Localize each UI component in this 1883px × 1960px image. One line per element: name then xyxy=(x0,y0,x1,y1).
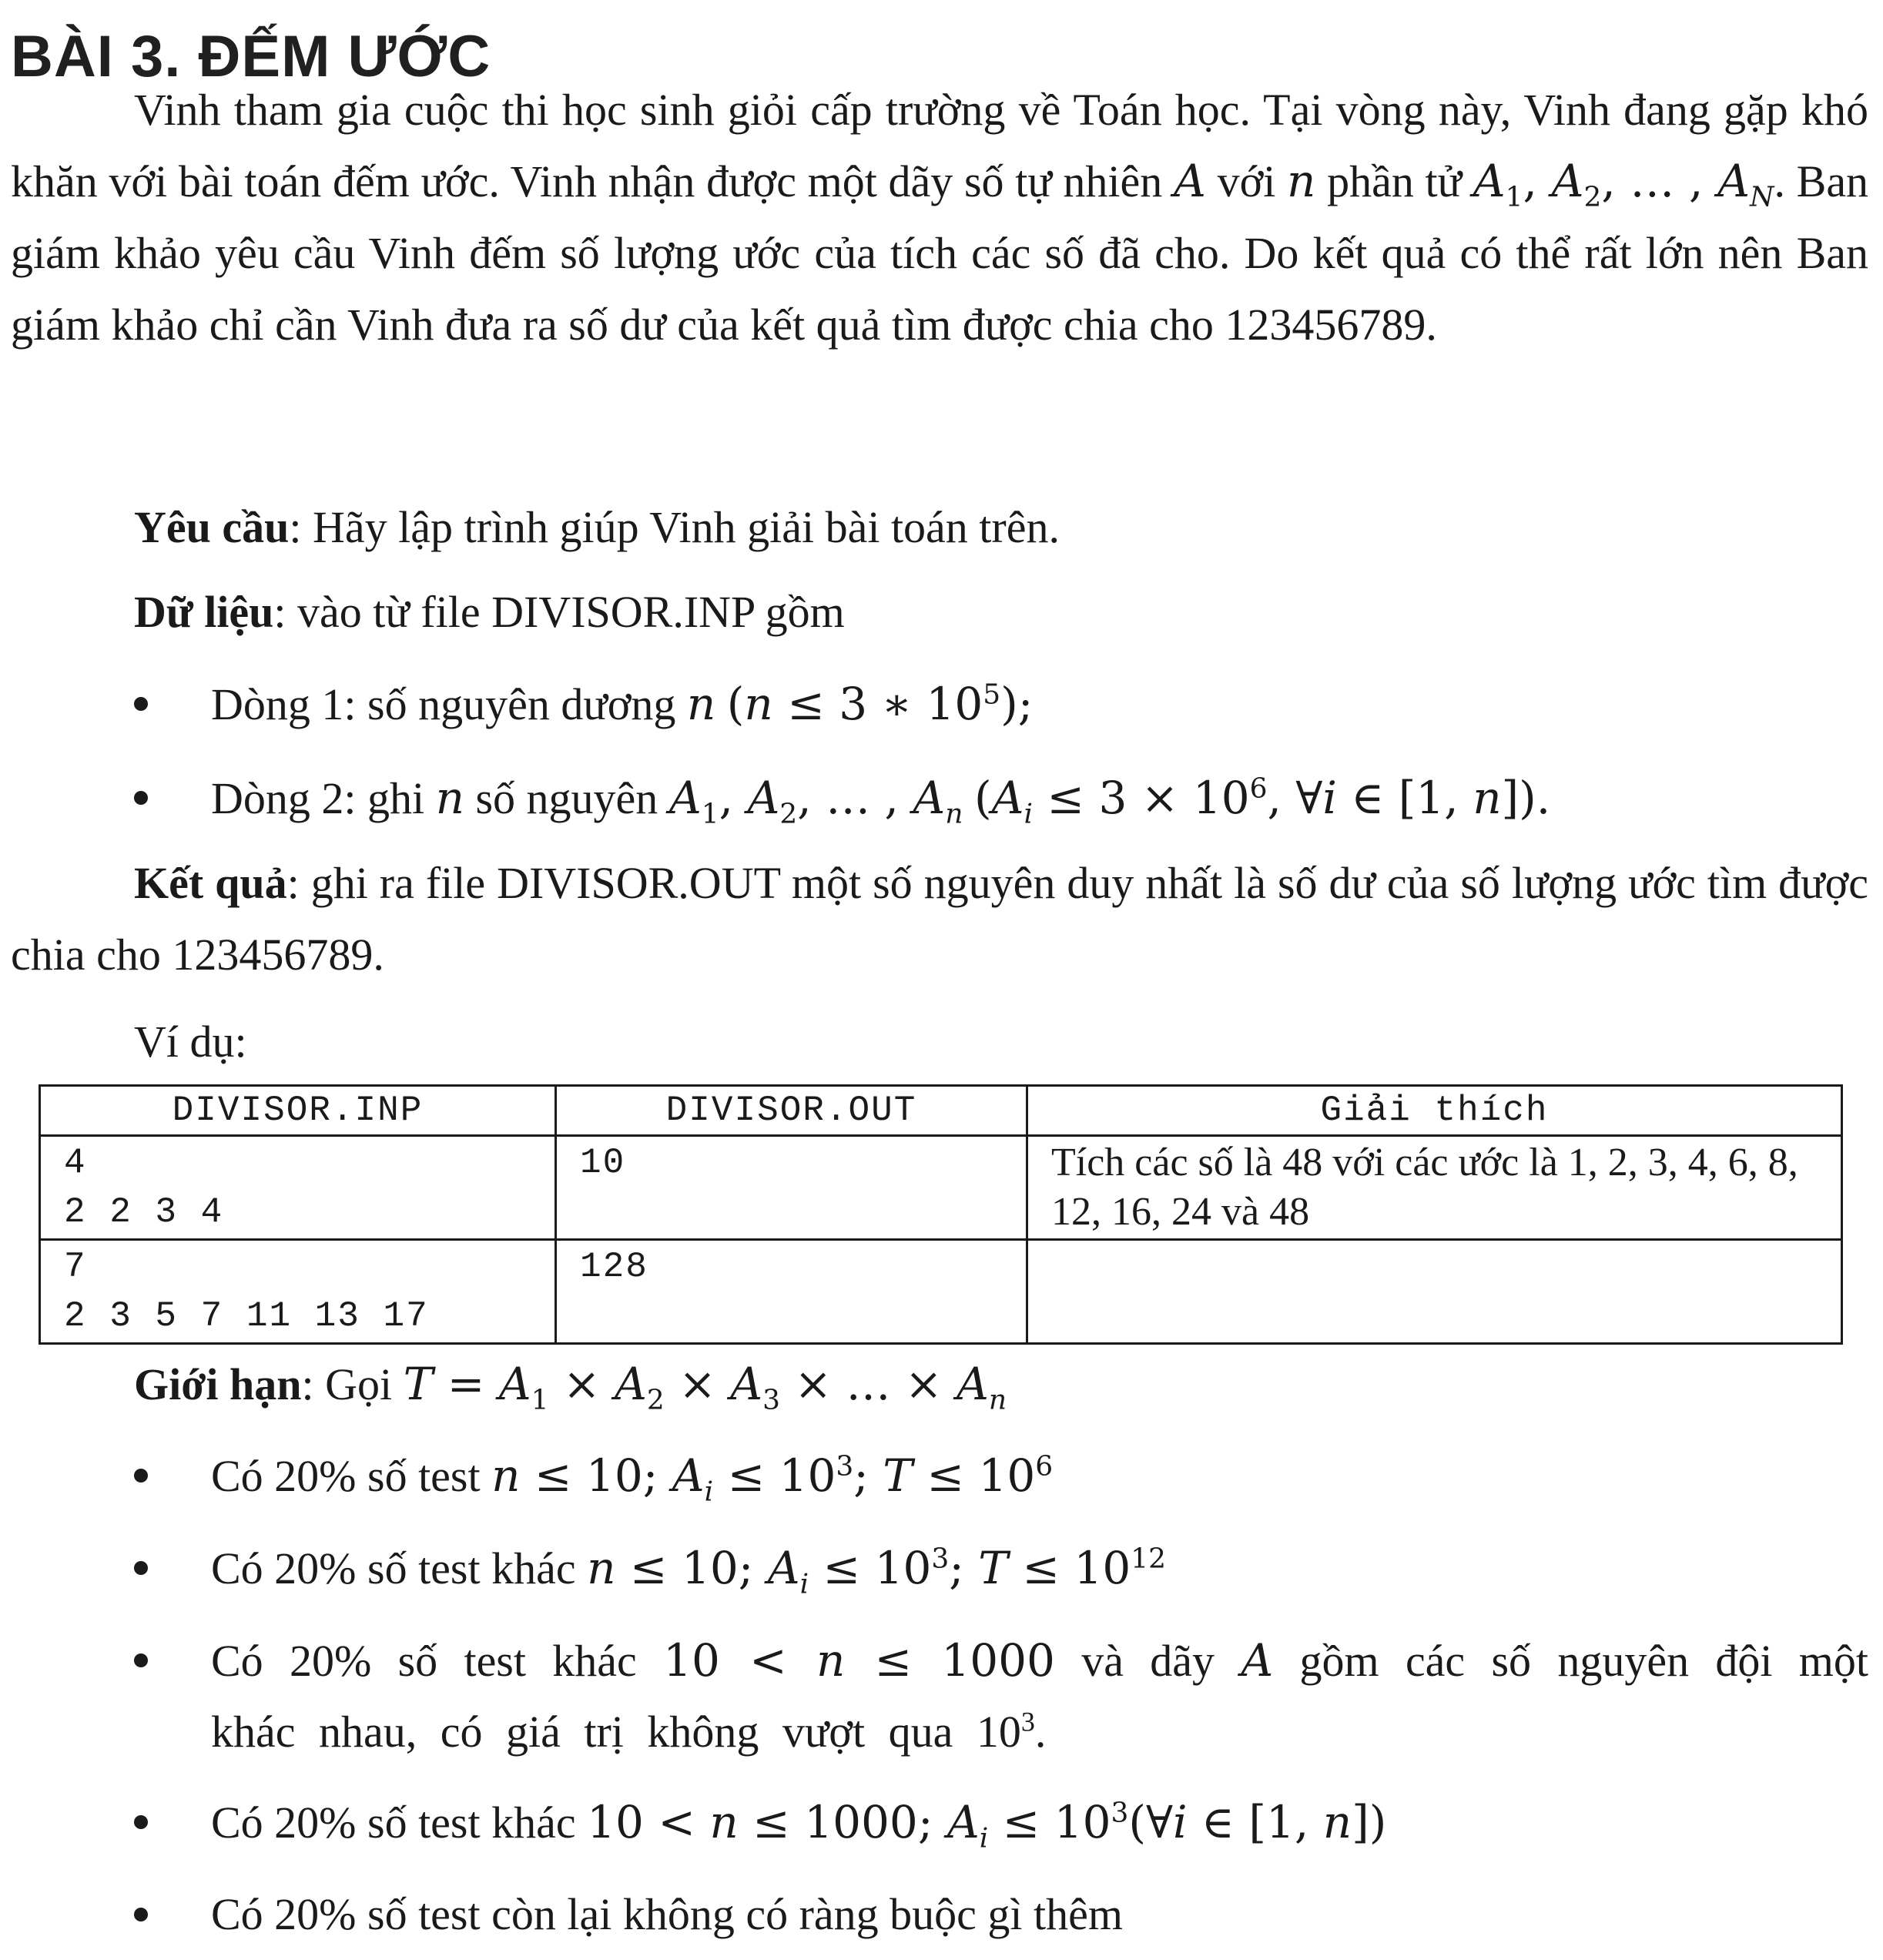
input-line-1: Dòng 1: số nguyên dương n (n ≤ 3 ∗ $10^5$); xyxy=(211,678,1034,730)
output-paragraph: Kết quả: ghi ra file DIVISOR.OUT một số nguyên duy nhất là số dư của số lượng ước tìm được chia cho 123456789. xyxy=(11,858,1868,980)
table-header: DIVISOR.OUT xyxy=(556,1086,1027,1136)
limit-item: Có 20% số test khác 10 < n ≤ 1000; $A_i$ ≤ $10^3(\forall i$ ∈ [1, n]) xyxy=(211,1796,1387,1854)
table-row xyxy=(40,1240,1842,1344)
limit-item: Có 20% số test khác 10 < n ≤ 1000 và dãy A gồm các số nguyên đội một khác nhau, có giá trị không vượt qua $10^3$. xyxy=(211,1634,1868,1757)
limits-heading: Giới hạn: Gọi $T = A_1 \times A_2 \times A_3$ × … × $A_n$ xyxy=(134,1358,1007,1416)
bullet-dot xyxy=(134,791,148,805)
limit-item: Có 20% số test khác n ≤ 10; $A_i \le 10^3$; $T \le 10^{12}$ xyxy=(211,1542,1166,1600)
example-table xyxy=(39,1084,1843,1345)
bullet-dot xyxy=(134,1653,148,1667)
table-cell-input: 4 2 2 3 4 xyxy=(40,1136,556,1240)
page-title: BÀI 3. ĐẾM ƯỚC xyxy=(11,24,491,89)
intro-rest: . Ban giám khảo yêu cầu Vinh đếm số lượng ước của tích các số đã cho. Do kết quả có thể rất lớn nên Ban giám khảo chỉ cần Vinh đưa ra số dư của kết quả tìm được chia cho 123456789. xyxy=(11,156,1869,350)
requirement-line: Yêu cầu: Hãy lập trình giúp Vinh giải bài toán trên. xyxy=(134,502,1060,552)
example-label: Ví dụ: xyxy=(134,1017,247,1067)
bullet-dot xyxy=(134,1815,148,1829)
table-header-row xyxy=(40,1086,1842,1136)
table-cell-output: 128 xyxy=(556,1240,1027,1344)
intro-text: Vinh tham gia cuộc thi học sinh giỏi cấp trường về Toán học. Tại vòng này, Vinh đang gặp khó khăn với bài toán đếm ước. Vinh nhận được một dãy số tự nhiên xyxy=(11,85,1868,206)
bullet-dot xyxy=(134,1908,148,1921)
input-line-2: Dòng 2: ghi n số nguyên $A_1$, $A_2$, … , $A_n$ ($A_i \le 3 \times 10^6$, ∀i ∈ [1, n]). xyxy=(211,772,1551,830)
table-row xyxy=(40,1136,1842,1240)
table-header: Giải thích xyxy=(1027,1086,1842,1136)
bullet-dot xyxy=(134,697,148,711)
limit-item: Có 20% số test n ≤ 10; $A_i \le 10^3$; $T \le 10^6$ xyxy=(211,1449,1054,1508)
table-cell-output: 10 xyxy=(556,1136,1027,1240)
bullet-dot xyxy=(134,1561,148,1575)
bullet-dot xyxy=(134,1469,148,1483)
table-cell-input: 7 2 3 5 7 11 13 17 xyxy=(40,1240,556,1344)
table-cell-note: Tích các số là 48 với các ước là 1, 2, 3, 4, 6, 8, 12, 16, 24 và 48 xyxy=(1027,1136,1842,1240)
limit-item: Có 20% số test còn lại không có ràng buộc gì thêm xyxy=(211,1889,1123,1939)
intro-paragraph: Vinh tham gia cuộc thi học sinh giỏi cấp trường về Toán học. Tại vòng này, Vinh đang gặp khó khăn với bài toán đếm ước. Vinh nhận được một dãy số tự nhiên A với n phần tử $A_1$, $A_2$, … , $A_N$. Ban giám khảo yêu cầu Vinh đếm số lượng ước của tích các số đã cho. Do kết quả có thể rất lớn nên Ban giám khảo chỉ cần Vinh đưa ra số dư của kết quả tìm được chia cho 123456789. xyxy=(11,85,1869,350)
table-cell-note xyxy=(1027,1240,1842,1344)
input-description: Dữ liệu: vào từ file DIVISOR.INP gồm xyxy=(134,587,845,637)
table-header: DIVISOR.INP xyxy=(40,1086,556,1136)
